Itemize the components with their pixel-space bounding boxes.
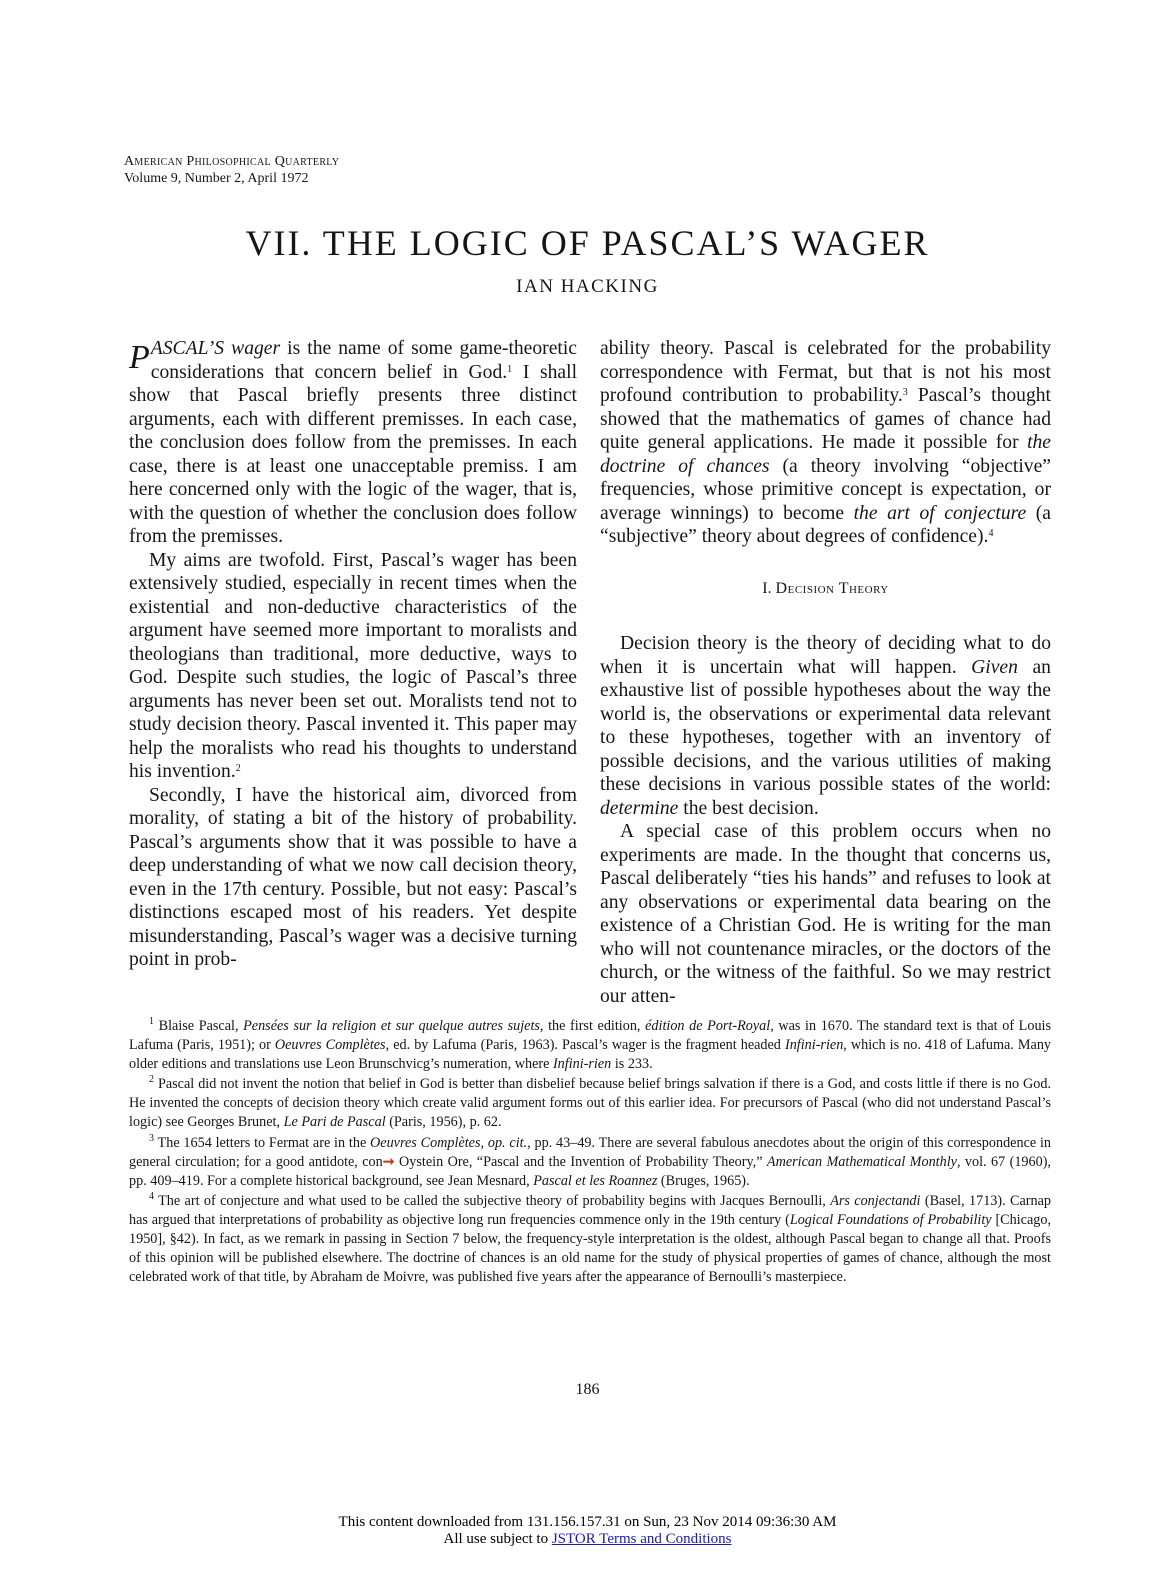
footnote: $^4$ The art of conjecture and what used to be called the subjective theory of probability begins with Jacques Bernoulli, Ars conjectandi (Basel, 1713). Carnap has argued that interpretations of probability as objective long run frequencies commence only in the 19th century (Logical Foundations of Probability [Chicago, 1950], §42). In fact, as we remark in passing in Section 7 below, the frequency-style interpretation is the oldest, although Pascal began to change all that. Proofs of this opinion will be published elsewhere. The doctrine of chances is an old name for the study of physical properties of games of chance, although the most celebrated work of that title, by Abraham de Moivre, was published five years after the appearance of Bernoulli’s masterpiece. <box>129 1190 1051 1286</box>
paragraph: PASCAL’S wager is the name of some game-theoretic considerations that concern belief in God.$^1$ I shall show that Pascal briefly presents three distinct arguments, each with different premisses. In each case, the conclusion does follow from the premisses. In each case, there is at least one unacceptable premiss. I am here concerned only with the logic of the wager, that is, with the question of whether the conclusion does follow from the premisses. <box>129 338 578 547</box>
footnote-ref[interactable]: 1 <box>507 363 513 375</box>
article-title: VII. THE LOGIC OF PASCAL’S WAGER <box>245 223 930 263</box>
footnote: $^2$ Pascal did not invent the notion that belief in God is better than disbelief because belief brings salvation if there is a God, and costs little if there is no God. He invented the concepts of decision theory which create valid argument forms out of this earlier idea. For precursors of Pascal (who did not understand Pascal’s logic) see Georges Brunet, Le Pari de Pascal (Paris, 1956), p. 62. <box>129 1074 1051 1131</box>
jstor-terms-link[interactable]: JSTOR Terms and Conditions <box>551 1531 732 1547</box>
right-column <box>600 337 1051 1008</box>
paragraph: Decision theory is the theory of deciding what to do when it is uncertain what will happen. Given an exhaustive list of possible hypotheses about the way the world is, the observations or experimental data relevant to these hypotheses, together with an inventory of possible decisions, and the various utilities of making these decisions in various possible states of the world: determine the best decision. <box>600 633 1051 819</box>
journal-header <box>124 153 339 187</box>
paragraph: A special case of this problem occurs when no experiments are made. In the thought that concerns us, Pascal deliberately “ties his hands” and refuses to look at any observations or experimental data bearing on the existence of a Christian God. He is writing for the man who will not countenance miracles, or the doctors of the church, or the witness of the faithful. So we may restrict our atten- <box>600 821 1051 1007</box>
section-heading: I. Decision Theory <box>762 579 889 597</box>
article-author: IAN HACKING <box>516 276 659 297</box>
arrow-right-icon: ➞ <box>382 1153 395 1170</box>
download-notice <box>0 1514 1175 1548</box>
download-info: This content downloaded from 131.156.157.31 on Sun, 23 Nov 2014 09:36:30 AM <box>338 1514 837 1530</box>
paragraph: ability theory. Pascal is celebrated for the probability correspondence with Fermat, but that is not his most profound contribution to probability.$^3$ Pascal’s thought showed that the mathematics of games of chance had quite general applications. He made it possible for the doctrine of chances (a theory involving “objective” frequencies, whose primitive concept is expectation, or average winnings) to become the art of conjecture (a “subjective” theory about degrees of confidence).$^4$ <box>600 338 1051 547</box>
footnotes <box>129 1017 1051 1287</box>
paragraph: My aims are twofold. First, Pascal’s wager has been extensively studied, especially in recent times when the existential and non-deductive characteristics of the argument have seemed more important to moralists and theologians than traditional, more deductive, ways to God. Despite such studies, the logic of Pascal’s three arguments has never been set out. Moralists tend not to study decision theory. Pascal invented it. This paper may help the moralists who read his thoughts to understand his invention.$^2$ <box>129 549 577 782</box>
terms-line: All use subject to JSTOR Terms and Conditions <box>443 1531 732 1547</box>
left-column <box>129 337 577 972</box>
footnote: $^1$ Blaise Pascal, Pensées sur la religion et sur quelque autres sujets, the first edition, édition de Port-Royal, was in 1670. The standard text is that of Louis Lafuma (Paris, 1951); or Oeuvres Complètes, ed. by Lafuma (Paris, 1963). Pascal’s wager is the fragment headed Infini-rien, which is no. 418 of Lafuma. Many older editions and translations use Leon Brunschvicg’s numeration, where Infini-rien is 233. <box>129 1016 1052 1073</box>
footnote-ref[interactable]: 2 <box>235 763 241 774</box>
footnote: $^3$ The 1654 letters to Fermat are in the Oeuvres Complètes, op. cit., pp. 43–49. There are several fabulous anecdotes about the origin of this correspondence in general circulation; for a good antidote, con➞ Oystein Ore, “Pascal and the Invention of Probability Theory,” American Mathematical Monthly, vol. 67 (1960), pp. 409–419. For a complete historical background, see Jean Mesnard, Pascal et les Roannez (Bruges, 1965). <box>129 1132 1052 1189</box>
journal-volume: Volume 9, Number 2, April 1972 <box>124 171 309 186</box>
footnote-ref[interactable]: 3 <box>902 387 908 398</box>
lead-words: ASCAL’S wager <box>150 338 281 359</box>
footnote-ref[interactable]: 4 <box>988 528 994 539</box>
drop-cap: P <box>129 339 150 376</box>
paragraph: Secondly, I have the historical aim, divorced from morality, of stating a bit of the history of probability. Pascal’s arguments show that it was possible to have a deep understanding of what we now call decision theory, even in the 17th century. Possible, but not easy: Pascal’s distinctions escaped most of his readers. Yet despite misunderstanding, Pascal’s wager was a decisive turning point in prob- <box>129 784 577 970</box>
journal-name: American Philosophical Quarterly <box>124 154 340 169</box>
page-number: 186 <box>575 1381 600 1398</box>
